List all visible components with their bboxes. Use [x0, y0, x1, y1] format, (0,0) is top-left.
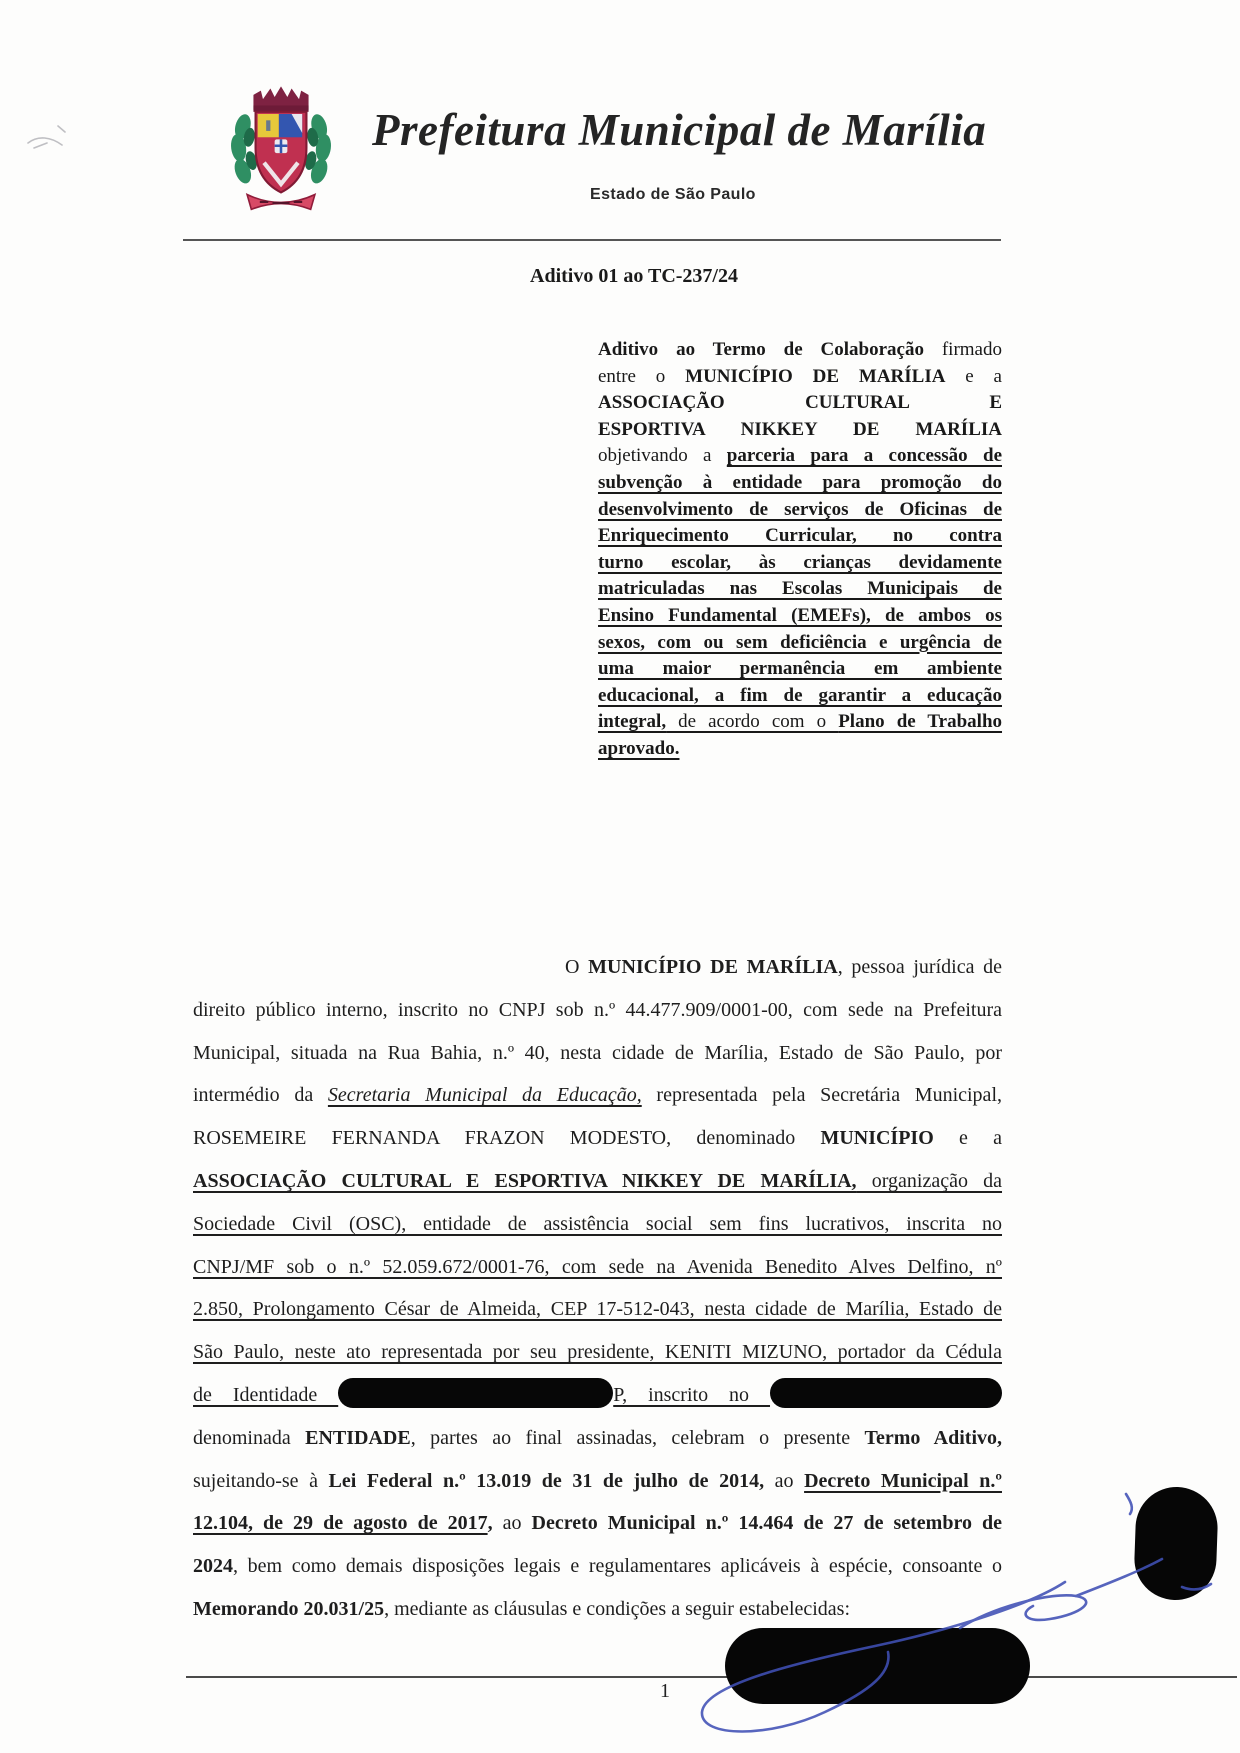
text-segment: e a: [945, 365, 1002, 387]
text-segment: Plano de Trabalho: [838, 711, 1003, 733]
text-segment: ao: [492, 1512, 532, 1535]
text-segment: parceria para a concessão de: [726, 445, 1002, 467]
text-segment: ASSOCIAÇÃO CULTURAL E: [598, 392, 1002, 414]
text-segment: , partes ao final assinadas, celebram o presente: [410, 1426, 865, 1449]
text-segment: Enriquecimento Curricular, no contra: [598, 525, 1002, 547]
text-segment: 12.104, de 29 de agosto de 2017: [193, 1512, 488, 1535]
text-segment: sexos, com ou sem deficiência e urgência de: [598, 631, 1002, 653]
text-segment: 2024: [193, 1555, 233, 1578]
text-segment: de acordo com o: [666, 711, 839, 733]
text-segment: ESPORTIVA NIKKEY DE MARÍLIA: [598, 418, 1002, 440]
text-line: [193, 1417, 1002, 1460]
text-line: [598, 603, 1002, 630]
text-segment: matriculadas nas Escolas Municipais de: [598, 578, 1002, 600]
text-segment: P, inscrito no: [613, 1383, 771, 1406]
text-segment: subvenção à entidade para promoção do: [598, 471, 1002, 493]
text-line: [598, 470, 1002, 497]
text-segment: Termo Aditivo,: [864, 1426, 1003, 1449]
text-line: [598, 443, 1002, 470]
text-line: [193, 946, 1002, 989]
text-segment: entre o: [598, 365, 686, 387]
text-line: [193, 989, 1002, 1032]
text-segment: denominada: [193, 1426, 306, 1449]
text-segment: direito público interno, inscrito no CNPJ sob n.º 44.477.909/0001-00, com sede na Prefeitura: [193, 998, 1002, 1021]
text-segment: 2.850, Prolongamento César de Almeida, CEP 17-512-043, nesta cidade de Marília, Estado de: [193, 1298, 1002, 1321]
text-segment: representada pela Secretária Municipal,: [641, 1084, 1002, 1107]
text-segment: aprovado.: [598, 737, 680, 759]
text-line: [193, 1374, 1002, 1417]
text-segment: Decreto Municipal n.º 14.464 de 27 de setembro de: [531, 1512, 1002, 1535]
text-segment: MUNICÍPIO DE MARÍLIA: [588, 956, 838, 978]
redaction-bar: [770, 1378, 1002, 1408]
text-segment: Lei Federal n.º 13.019 de 31 de julho de 2014,: [328, 1469, 765, 1492]
text-segment: Memorando 20.031/25: [193, 1597, 385, 1620]
text-segment: de Identidade: [193, 1383, 339, 1406]
text-segment: integral,: [598, 711, 667, 733]
text-segment: objetivando a: [598, 445, 727, 467]
preamble-block: [598, 337, 1002, 763]
text-line: [598, 656, 1002, 683]
text-line: [598, 390, 1002, 417]
text-line: [598, 709, 1002, 736]
text-segment: sujeitando-se à: [193, 1469, 329, 1492]
text-line: [598, 576, 1002, 603]
text-segment: ENTIDADE: [305, 1426, 411, 1449]
text-segment: intermédio da: [193, 1084, 328, 1107]
text-line: [193, 1331, 1002, 1374]
text-segment: Ensino Fundamental (EMEFs), de ambos os: [598, 604, 1002, 626]
text-line: [193, 1117, 1002, 1160]
text-line: [193, 1246, 1002, 1289]
text-line: [193, 1203, 1002, 1246]
text-line: [598, 497, 1002, 524]
text-segment: Aditivo ao Termo de Colaboração: [598, 339, 942, 360]
text-segment: , mediante as cláusulas e condições a seguir estabelecidas:: [384, 1597, 851, 1620]
text-line: [598, 736, 1002, 763]
text-segment: Secretaria Municipal da Educação,: [327, 1084, 642, 1107]
text-segment: ROSEMEIRE FERNANDA FRAZON MODESTO, denominado: [193, 1127, 821, 1150]
text-segment: organização da: [856, 1169, 1003, 1192]
text-line: [598, 364, 1002, 391]
text-line: [598, 523, 1002, 550]
pencil-mark: [18, 118, 88, 163]
text-segment: e a: [933, 1127, 1002, 1150]
text-line: [193, 1074, 1002, 1117]
text-line: [598, 683, 1002, 710]
text-line: [193, 1288, 1002, 1331]
text-segment: CNPJ/MF sob o n.º 52.059.672/0001-76, com sede na Avenida Benedito Alves Delfino, nº: [193, 1255, 1002, 1278]
text-segment: Decreto Municipal n.º: [804, 1469, 1002, 1492]
text-segment: MUNICÍPIO: [820, 1127, 934, 1150]
text-segment: , pessoa jurídica de: [837, 956, 1002, 978]
text-line: [598, 630, 1002, 657]
text-segment: MUNICÍPIO DE MARÍLIA: [685, 365, 946, 387]
text-segment: uma maior permanência em ambiente: [598, 658, 1002, 680]
text-segment: São Paulo, neste ato representada por seu presidente, KENITI MIZUNO, portador da Cédula: [193, 1341, 1002, 1364]
text-line: [193, 1032, 1002, 1075]
org-name: Prefeitura Municipal de Marília: [372, 105, 987, 155]
text-line: [193, 1160, 1002, 1203]
signature-scribble: [620, 1480, 1240, 1753]
doc-title: Aditivo 01 ao TC-237/24: [530, 265, 738, 287]
text-segment: , bem como demais disposições legais e regulamentares aplicáveis à espécie, consoante o: [233, 1555, 1002, 1578]
text-segment: O: [565, 956, 589, 978]
text-segment: ASSOCIAÇÃO CULTURAL E ESPORTIVA NIKKEY DE MARÍLIA,: [193, 1169, 857, 1192]
text-segment: firmado: [941, 339, 1002, 360]
text-segment: ao: [764, 1469, 805, 1492]
state-line: Estado de São Paulo: [590, 186, 756, 203]
text-line: [598, 550, 1002, 577]
text-segment: turno escolar, às crianças devidamente: [598, 551, 1002, 573]
redaction-bar: [338, 1378, 613, 1408]
page-number: 1: [660, 1680, 670, 1702]
text-segment: desenvolvimento de serviços de Oficinas de: [598, 498, 1002, 520]
text-segment: Sociedade Civil (OSC), entidade de assistência social sem fins lucrativos, inscrita no: [193, 1212, 1002, 1235]
coat-of-arms-logo: [228, 82, 334, 218]
text-segment: Municipal, situada na Rua Bahia, n.º 40, nesta cidade de Marília, Estado de São Paulo, por: [193, 1041, 1002, 1064]
header-divider: [183, 239, 1001, 241]
text-segment: ,: [487, 1512, 493, 1535]
text-line: [598, 337, 1002, 364]
text-line: [598, 417, 1002, 444]
text-segment: educacional, a fim de garantir a educação: [598, 684, 1002, 706]
